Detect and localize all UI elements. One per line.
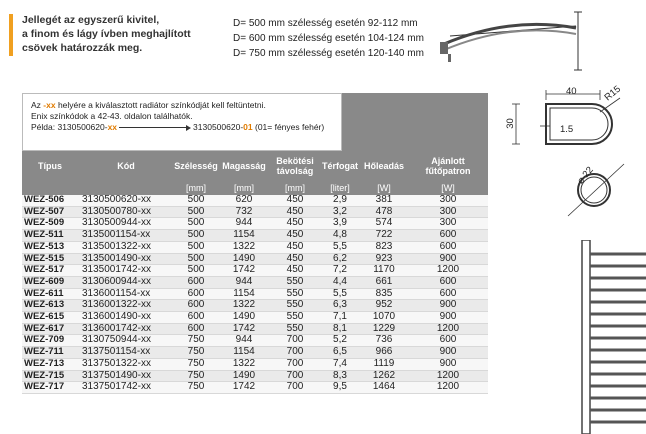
cell-type: WEZ-511 <box>22 230 78 242</box>
table-row <box>22 335 488 347</box>
cell-volume: 5,5 <box>320 288 360 300</box>
cell-height: 1154 <box>218 230 270 242</box>
cell-volume: 9,5 <box>320 382 360 394</box>
note-highlight: 01 <box>243 122 253 132</box>
cell-heating-element: 300 <box>408 195 488 206</box>
cell-connection: 450 <box>270 265 320 277</box>
cell-code: 3137501490-xx <box>78 370 174 382</box>
cell-connection: 450 <box>270 241 320 253</box>
dimension-line: D= 500 mm szélesség esetén 92-112 mm <box>233 18 418 29</box>
cell-code: 3130600944-xx <box>78 276 174 288</box>
cell-volume: 8,1 <box>320 323 360 335</box>
cell-code: 3130500780-xx <box>78 206 174 218</box>
cell-type: WEZ-506 <box>22 195 78 206</box>
cell-connection: 700 <box>270 347 320 359</box>
cell-height: 1490 <box>218 312 270 324</box>
dimension-line: D= 600 mm szélesség esetén 104-124 mm <box>233 33 424 44</box>
table-row <box>22 206 488 218</box>
col-header-heating-element: Ajánlott fűtőpatron <box>408 151 488 181</box>
cell-code: 3136001154-xx <box>78 288 174 300</box>
cell-heat-output: 574 <box>360 218 408 230</box>
cell-heating-element: 900 <box>408 358 488 370</box>
cell-height: 1154 <box>218 347 270 359</box>
cell-connection: 550 <box>270 276 320 288</box>
note-text: helyére a kiválasztott radiátor színkódját kell feltüntetni. <box>55 100 266 110</box>
cell-type: WEZ-709 <box>22 335 78 347</box>
cell-heating-element: 600 <box>408 241 488 253</box>
cell-height: 1742 <box>218 323 270 335</box>
col-header-heat-output: Hőleadás <box>360 151 408 181</box>
cell-width: 750 <box>174 370 218 382</box>
cell-volume: 3,9 <box>320 218 360 230</box>
cell-width: 500 <box>174 218 218 230</box>
table-row <box>22 195 488 206</box>
color-code-note <box>22 93 342 151</box>
cell-code: 3130500944-xx <box>78 218 174 230</box>
cell-connection: 700 <box>270 335 320 347</box>
cell-height: 1322 <box>218 358 270 370</box>
note-text: Az <box>31 100 44 110</box>
unit-height: [mm] <box>218 181 270 195</box>
cell-code: 3130750944-xx <box>78 335 174 347</box>
cell-type: WEZ-517 <box>22 265 78 277</box>
cell-heat-output: 1229 <box>360 323 408 335</box>
dim-30-label: 30 <box>504 118 516 129</box>
cell-code: 3130500620-xx <box>78 195 174 206</box>
dim-r15-label: R15 <box>602 83 623 104</box>
cell-heat-output: 478 <box>360 206 408 218</box>
note-text: (01= fényes fehér) <box>252 122 325 132</box>
cell-height: 944 <box>218 335 270 347</box>
cell-connection: 700 <box>270 358 320 370</box>
table-row <box>22 218 488 230</box>
cell-connection: 450 <box>270 230 320 242</box>
col-header-height: Magasság <box>218 151 270 181</box>
cell-heating-element: 1200 <box>408 382 488 394</box>
cell-volume: 7,4 <box>320 358 360 370</box>
cell-code: 3136001490-xx <box>78 312 174 324</box>
cell-width: 500 <box>174 265 218 277</box>
cell-volume: 4,8 <box>320 230 360 242</box>
cell-type: WEZ-715 <box>22 370 78 382</box>
cell-connection: 550 <box>270 312 320 324</box>
cell-width: 750 <box>174 358 218 370</box>
cell-width: 600 <box>174 312 218 324</box>
col-header-code: Kód <box>78 151 174 181</box>
cell-connection: 700 <box>270 370 320 382</box>
radiator-front-view <box>578 240 646 434</box>
cell-type: WEZ-611 <box>22 288 78 300</box>
cell-type: WEZ-717 <box>22 382 78 394</box>
cell-volume: 5,2 <box>320 335 360 347</box>
col-header-volume: Térfogat <box>320 151 360 181</box>
table-row <box>22 241 488 253</box>
cell-volume: 6,2 <box>320 253 360 265</box>
cell-heat-output: 1464 <box>360 382 408 394</box>
cell-width: 600 <box>174 323 218 335</box>
headline-line: csövek határozzák meg. <box>22 42 143 54</box>
cell-type: WEZ-509 <box>22 218 78 230</box>
cell-heat-output: 1170 <box>360 265 408 277</box>
cell-heat-output: 1070 <box>360 312 408 324</box>
cell-width: 500 <box>174 241 218 253</box>
cell-heat-output: 952 <box>360 300 408 312</box>
cell-heating-element: 300 <box>408 218 488 230</box>
cell-height: 732 <box>218 206 270 218</box>
cell-height: 1742 <box>218 265 270 277</box>
cell-code: 3137501322-xx <box>78 358 174 370</box>
note-highlight: -xx <box>43 100 56 110</box>
cell-connection: 450 <box>270 206 320 218</box>
arrow-right-icon <box>119 125 191 131</box>
cell-volume: 7,2 <box>320 265 360 277</box>
table-row <box>22 358 488 370</box>
cell-width: 500 <box>174 195 218 206</box>
cell-height: 1490 <box>218 370 270 382</box>
round-tube-drawing <box>560 160 640 220</box>
cell-heat-output: 1262 <box>360 370 408 382</box>
table-row <box>22 312 488 324</box>
cell-heating-element: 600 <box>408 276 488 288</box>
cell-volume: 7,1 <box>320 312 360 324</box>
unit-code <box>78 181 174 195</box>
unit-heating-element: [W] <box>408 181 488 195</box>
cell-heat-output: 722 <box>360 230 408 242</box>
unit-type <box>22 181 78 195</box>
note-line-1 <box>31 100 341 111</box>
cell-type: WEZ-515 <box>22 253 78 265</box>
table-row <box>22 230 488 242</box>
cell-heat-output: 381 <box>360 195 408 206</box>
dim-d22-label: ⌀ 22 <box>575 164 596 187</box>
note-text: 3130500620- <box>193 122 244 132</box>
cell-width: 600 <box>174 288 218 300</box>
table-row <box>22 382 488 394</box>
cell-heat-output: 1119 <box>360 358 408 370</box>
cell-height: 620 <box>218 195 270 206</box>
table-body <box>22 195 488 393</box>
cell-width: 500 <box>174 253 218 265</box>
unit-volume: [liter] <box>320 181 360 195</box>
cell-type: WEZ-711 <box>22 347 78 359</box>
note-text: Példa: 3130500620- <box>31 122 108 132</box>
col-header-type: Típus <box>22 151 78 181</box>
col-header-connection: Bekötési távolság <box>270 151 320 181</box>
cell-heating-element: 300 <box>408 206 488 218</box>
table-row <box>22 288 488 300</box>
cell-heat-output: 923 <box>360 253 408 265</box>
cell-connection: 450 <box>270 195 320 206</box>
cell-volume: 3,2 <box>320 206 360 218</box>
table-row <box>22 323 488 335</box>
table-row <box>22 300 488 312</box>
table-row <box>22 265 488 277</box>
cell-heating-element: 1200 <box>408 323 488 335</box>
headline <box>22 13 222 55</box>
cell-heating-element: 600 <box>408 288 488 300</box>
cell-volume: 4,4 <box>320 276 360 288</box>
depth-dimensions <box>233 16 424 61</box>
note-highlight: xx <box>107 122 118 132</box>
cell-width: 750 <box>174 347 218 359</box>
cell-type: WEZ-713 <box>22 358 78 370</box>
cell-connection: 550 <box>270 323 320 335</box>
curved-tube-side-view <box>440 6 640 76</box>
col-header-width: Szélesség <box>174 151 218 181</box>
cell-width: 600 <box>174 276 218 288</box>
cell-height: 1154 <box>218 288 270 300</box>
cell-heating-element: 1200 <box>408 265 488 277</box>
table-row <box>22 276 488 288</box>
cell-code: 3137501154-xx <box>78 347 174 359</box>
note-line-2: Enix színkódok a 42-43. oldalon találhatók. <box>31 111 193 121</box>
cell-width: 500 <box>174 206 218 218</box>
cell-heating-element: 900 <box>408 300 488 312</box>
cell-volume: 5,5 <box>320 241 360 253</box>
cell-code: 3135001322-xx <box>78 241 174 253</box>
accent-bar <box>9 14 13 56</box>
cell-code: 3136001322-xx <box>78 300 174 312</box>
unit-connection: [mm] <box>270 181 320 195</box>
cell-connection: 450 <box>270 218 320 230</box>
dimension-line: D= 750 mm szélesség esetén 120-140 mm <box>233 48 424 59</box>
cell-volume: 6,3 <box>320 300 360 312</box>
cell-width: 750 <box>174 335 218 347</box>
table-row <box>22 370 488 382</box>
cell-type: WEZ-615 <box>22 312 78 324</box>
cell-heating-element: 600 <box>408 335 488 347</box>
cell-volume: 2,9 <box>320 195 360 206</box>
cell-code: 3135001154-xx <box>78 230 174 242</box>
cell-type: WEZ-507 <box>22 206 78 218</box>
cell-heating-element: 900 <box>408 347 488 359</box>
cell-height: 1322 <box>218 241 270 253</box>
cell-type: WEZ-613 <box>22 300 78 312</box>
cell-heating-element: 1200 <box>408 370 488 382</box>
cell-width: 600 <box>174 300 218 312</box>
cell-heat-output: 966 <box>360 347 408 359</box>
table-row <box>22 347 488 359</box>
cell-height: 1322 <box>218 300 270 312</box>
table-row <box>22 253 488 265</box>
cell-heat-output: 661 <box>360 276 408 288</box>
cell-volume: 6,5 <box>320 347 360 359</box>
cell-width: 500 <box>174 230 218 242</box>
cell-connection: 700 <box>270 382 320 394</box>
note-example <box>31 122 341 133</box>
cell-height: 944 <box>218 276 270 288</box>
cell-connection: 550 <box>270 288 320 300</box>
cell-width: 750 <box>174 382 218 394</box>
unit-width: [mm] <box>174 181 218 195</box>
cell-type: WEZ-617 <box>22 323 78 335</box>
cell-heating-element: 600 <box>408 230 488 242</box>
cell-height: 944 <box>218 218 270 230</box>
cell-code: 3135001490-xx <box>78 253 174 265</box>
cell-connection: 450 <box>270 253 320 265</box>
cell-type: WEZ-513 <box>22 241 78 253</box>
cell-volume: 8,3 <box>320 370 360 382</box>
cell-code: 3135001742-xx <box>78 265 174 277</box>
cell-heat-output: 823 <box>360 241 408 253</box>
cell-height: 1490 <box>218 253 270 265</box>
cell-type: WEZ-609 <box>22 276 78 288</box>
cell-code: 3137501742-xx <box>78 382 174 394</box>
unit-heat-output: [W] <box>360 181 408 195</box>
headline-line: a finom és lágy ívben meghajlított <box>22 28 191 40</box>
cell-heat-output: 835 <box>360 288 408 300</box>
cell-height: 1742 <box>218 382 270 394</box>
dim-15-label: 1.5 <box>560 124 574 135</box>
headline-line: Jellegét az egyszerű kivitel, <box>22 14 160 26</box>
cell-heating-element: 900 <box>408 253 488 265</box>
cell-heat-output: 736 <box>360 335 408 347</box>
cell-connection: 550 <box>270 300 320 312</box>
cell-code: 3136001742-xx <box>78 323 174 335</box>
cell-heating-element: 900 <box>408 312 488 324</box>
dim-40-label: 40 <box>566 86 577 97</box>
